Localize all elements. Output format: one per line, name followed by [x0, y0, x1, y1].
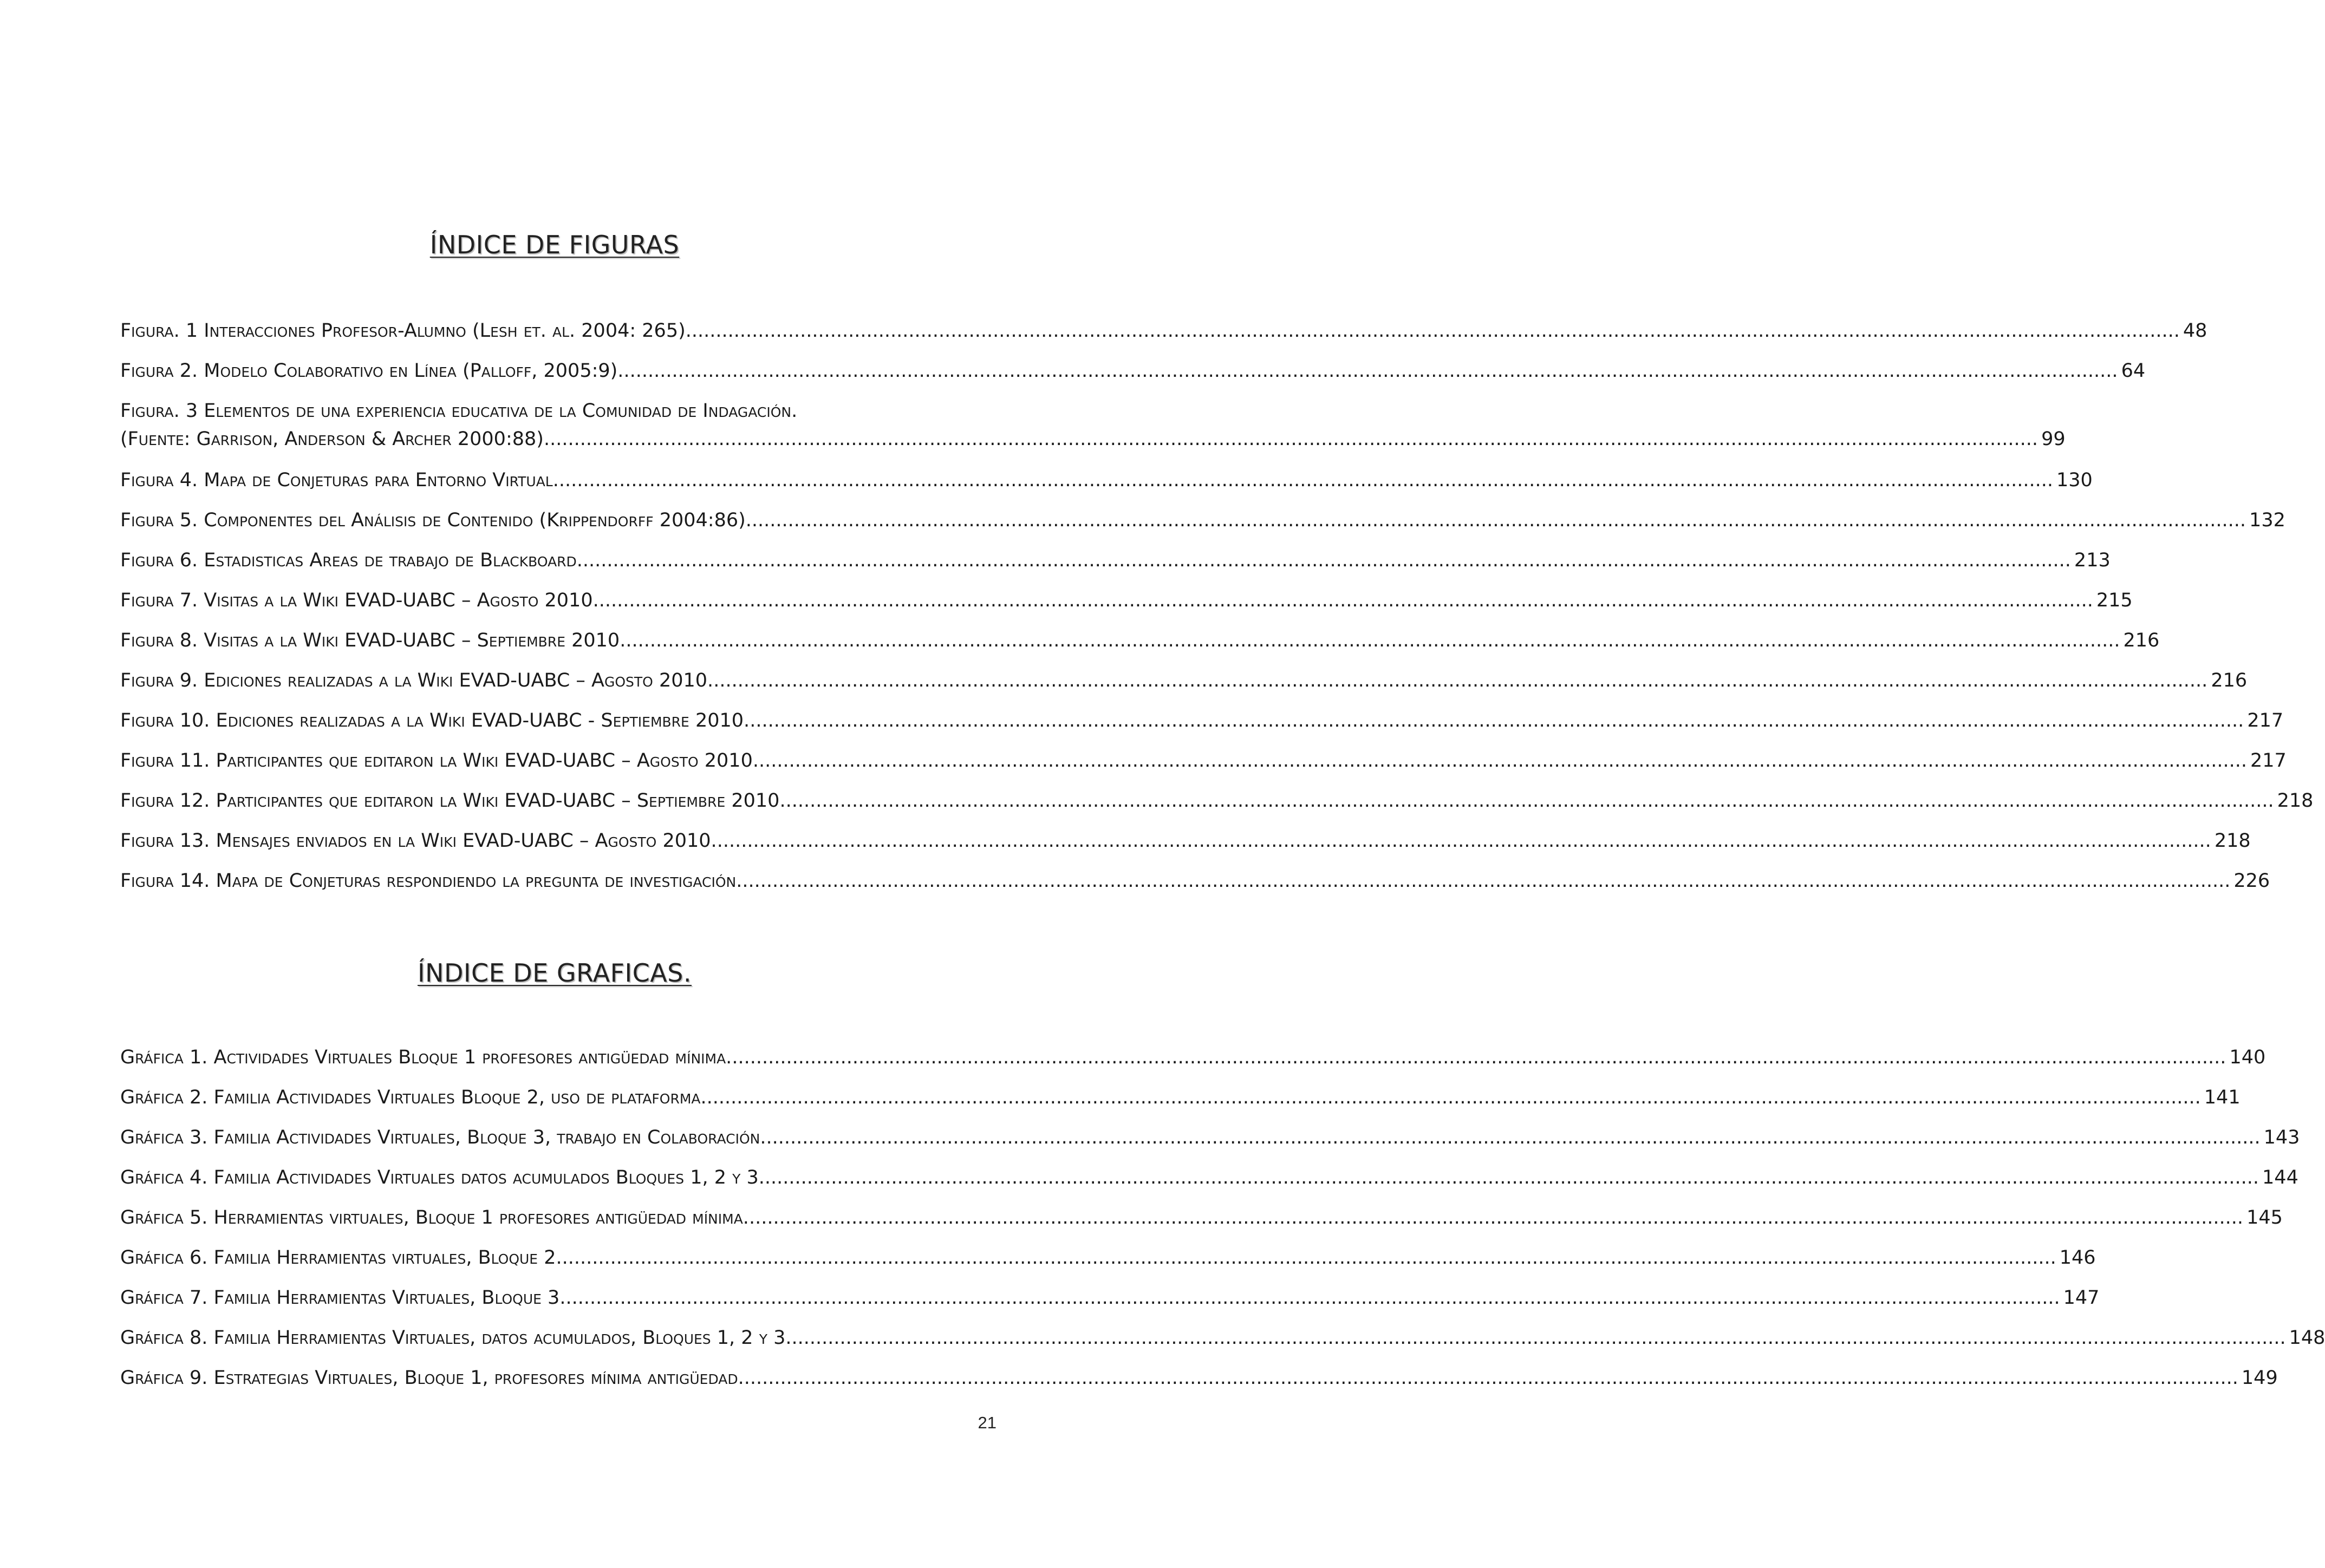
dot-leader — [744, 1368, 2238, 1388]
entry-title: Figura. 1 Interacciones Profesor-Alumno (Lesh et. al. 2004: 265) — [120, 320, 686, 342]
entry-title: Gráfica 1. Actividades Virtuales Bloque 1 profesores antigüedad mínima. — [120, 1047, 732, 1068]
entry-page: 140 — [2229, 1047, 2266, 1068]
entry-page: 217 — [2247, 710, 2284, 731]
entry-page: 141 — [2204, 1087, 2241, 1108]
entry-title: Gráfica 8. Familia Herramientas Virtuales, datos acumulados, Bloques 1, 2 y 3. — [120, 1327, 792, 1349]
dot-leader — [599, 590, 2093, 611]
dot-leader — [732, 1047, 2226, 1068]
entry-page: 217 — [2250, 750, 2287, 772]
entry-page: 145 — [2246, 1207, 2283, 1229]
dot-leader — [717, 831, 2211, 851]
dot-leader — [544, 429, 2038, 449]
entry-title: Figura 9. Ediciones realizadas a la Wiki EVAD-UABC – Agosto 2010. — [120, 670, 714, 691]
dot-leader — [792, 1328, 2286, 1348]
entry-title: Figura 5. Componentes del Análisis de Contenido (Krippendorff 2004:86). — [120, 509, 752, 531]
grafica-entry-6[interactable] — [120, 1247, 2096, 1269]
entry-page: 144 — [2262, 1167, 2298, 1188]
entry-title: Gráfica 6. Familia Herramientas virtuales, Bloque 2. — [120, 1247, 562, 1269]
dot-leader — [559, 470, 2053, 491]
figure-entry-13[interactable] — [120, 830, 2251, 852]
dot-leader — [565, 1288, 2060, 1308]
dot-leader — [626, 630, 2120, 651]
graficas-index-heading: ÍNDICE DE GRAFICAS. — [417, 958, 692, 988]
figure-entry-9[interactable] — [120, 670, 2248, 691]
entry-title: Gráfica 9. Estrategias Virtuales, Bloque 1, profesores mínima antigüedad. — [120, 1367, 744, 1389]
figure-entry-14[interactable] — [120, 870, 2270, 892]
page-number: 21 — [978, 1413, 997, 1432]
figure-entry-8[interactable] — [120, 630, 2160, 651]
entry-page: 64 — [2121, 360, 2146, 382]
entry-title: (Fuente: Garrison, Anderson & Archer 2000:88) — [120, 428, 544, 450]
entry-title: Figura 2. Modelo Colaborativo en Línea (Palloff, 2005:9). — [120, 360, 624, 382]
entry-title: Figura 6. Estadisticas Areas de trabajo de Blackboard — [120, 550, 577, 571]
dot-leader — [753, 750, 2247, 771]
dot-leader — [765, 1167, 2259, 1188]
entry-page: 216 — [2123, 630, 2160, 651]
dot-leader — [736, 871, 2230, 891]
dot-leader — [623, 361, 2118, 381]
dot-leader — [766, 1127, 2261, 1148]
entry-title: Figura 11. Participantes que editaron la Wiki EVAD-UABC – Agosto 2010 — [120, 750, 753, 772]
figure-entry-10[interactable] — [120, 710, 2284, 731]
entry-page: 99 — [2041, 428, 2066, 450]
grafica-entry-3[interactable] — [120, 1127, 2300, 1148]
figures-index-heading: ÍNDICE DE FIGURAS — [429, 230, 680, 259]
figure-entry-6[interactable] — [120, 550, 2111, 571]
dot-leader — [577, 550, 2071, 571]
entry-title: Gráfica 7. Familia Herramientas Virtuales, Bloque 3. — [120, 1287, 566, 1309]
entry-title: Figura 4. Mapa de Conjeturas para Entorno Virtual. — [120, 469, 559, 491]
entry-title: Figura 14. Mapa de Conjeturas respondiendo la pregunta de investigación — [120, 870, 737, 892]
entry-title: Figura 10. Ediciones realizadas a la Wiki EVAD-UABC - Septiembre 2010. — [120, 710, 750, 731]
entry-title: Figura 12. Participantes que editaron la Wiki EVAD-UABC – Septiembre 2010 — [120, 790, 780, 812]
entry-page: 143 — [2263, 1127, 2300, 1148]
entry-title: Gráfica 3. Familia Actividades Virtuales, Bloque 3, trabajo en Colaboración. — [120, 1127, 766, 1148]
figure-entry-12[interactable] — [120, 790, 2314, 812]
entry-title: Gráfica 4. Familia Actividades Virtuales datos acumulados Bloques 1, 2 y 3. — [120, 1167, 765, 1188]
dot-leader — [562, 1247, 2056, 1268]
entry-page: 147 — [2063, 1287, 2100, 1309]
entry-page: 218 — [2214, 830, 2251, 852]
entry-page: 149 — [2241, 1367, 2278, 1389]
entry-title: Gráfica 5. Herramientas virtuales, Bloque 1 profesores antigüedad mínima. — [120, 1207, 749, 1229]
grafica-entry-1[interactable] — [120, 1047, 2266, 1068]
dot-leader — [707, 1087, 2201, 1108]
entry-page: 218 — [2277, 790, 2314, 812]
dot-leader — [750, 710, 2244, 731]
grafica-entry-9[interactable] — [120, 1367, 2278, 1389]
entry-page: 213 — [2074, 550, 2111, 571]
entry-page: 216 — [2211, 670, 2248, 691]
dot-leader — [713, 670, 2207, 691]
figure-entry-7[interactable] — [120, 590, 2133, 611]
figure-entry-2[interactable] — [120, 360, 2146, 382]
entry-page: 215 — [2096, 590, 2133, 611]
entry-title: Figura 8. Visitas a la Wiki EVAD-UABC – Septiembre 2010. — [120, 630, 626, 651]
dot-leader — [686, 321, 2180, 341]
grafica-entry-8[interactable] — [120, 1327, 2325, 1349]
entry-title: Gráfica 2. Familia Actividades Virtuales Bloque 2, uso de plataforma. — [120, 1087, 707, 1108]
entry-title: Figura 7. Visitas a la Wiki EVAD-UABC – Agosto 2010. — [120, 590, 599, 611]
figure-entry-11[interactable] — [120, 750, 2287, 772]
figure-entry-4[interactable] — [120, 469, 2093, 491]
grafica-entry-4[interactable] — [120, 1167, 2298, 1188]
entry-title-line1: Figura. 3 Elementos de una experiencia educativa de la Comunidad de Indagación. — [120, 400, 798, 422]
grafica-entry-5[interactable] — [120, 1207, 2283, 1229]
figure-entry-1[interactable] — [120, 320, 2207, 342]
dot-leader — [779, 790, 2274, 811]
dot-leader — [752, 510, 2246, 531]
grafica-entry-7[interactable] — [120, 1287, 2100, 1309]
entry-page: 146 — [2059, 1247, 2096, 1269]
entry-page: 48 — [2183, 320, 2207, 342]
figure-entry-5[interactable] — [120, 509, 2285, 531]
entry-title: Figura 13. Mensajes enviados en la Wiki EVAD-UABC – Agosto 2010. — [120, 830, 717, 852]
grafica-entry-2[interactable] — [120, 1087, 2241, 1108]
dot-leader — [749, 1207, 2243, 1228]
entry-page: 130 — [2056, 469, 2093, 491]
figure-entry-3[interactable] — [120, 400, 2066, 450]
entry-page: 226 — [2233, 870, 2270, 892]
entry-page: 148 — [2289, 1327, 2325, 1349]
entry-page: 132 — [2249, 509, 2285, 531]
